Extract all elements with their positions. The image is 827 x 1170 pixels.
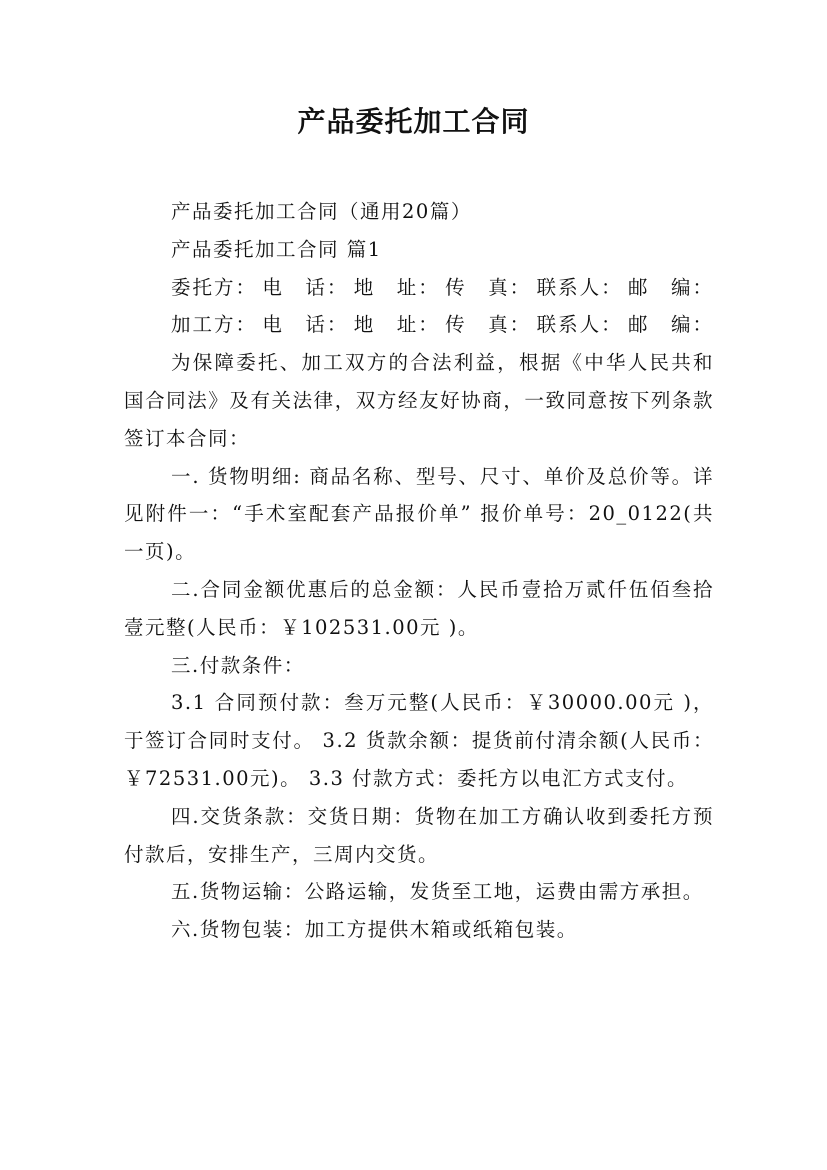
clause-3-payment-terms: 三.付款条件： bbox=[171, 653, 305, 677]
process-contact-label: 联系人： bbox=[536, 313, 623, 337]
preamble-paragraph: 为保障委托、加工双方的合法利益，根据《中华人民共和国合同法》及有关法律，双方经友好协商，一致同意按下列条款签订本合同： bbox=[124, 351, 714, 450]
document-title: 产品委托加工合同 bbox=[297, 105, 530, 138]
entrust-address-label: 地 址： bbox=[353, 275, 440, 299]
entrust-contact-label: 联系人： bbox=[536, 275, 623, 299]
process-postcode-label: 邮 编： bbox=[627, 313, 714, 337]
clause-6-packaging: 六.货物包装：加工方提供木箱或纸箱包装。 bbox=[171, 918, 578, 942]
process-phone-label: 电 话： bbox=[262, 313, 349, 337]
clause-2-contract-amount: 二.合同金额优惠后的总金额：人民币壹拾万贰仟伍佰叁拾壹元整(人民币：￥102531.00元 )。 bbox=[124, 577, 714, 639]
clause-1-goods-details: 一. 货物明细: 商品名称、型号、尺寸、单价及总价等。详见附件一：“手术室配套产品报价单” 报价单号：20_0122(共一页)。 bbox=[124, 464, 714, 564]
document-body bbox=[124, 193, 714, 949]
entrust-phone-label: 电 话： bbox=[262, 275, 349, 299]
clause-3-payment-details: 3.1 合同预付款：叁万元整(人民币：￥30000.00元 )，于签订合同时支付。 3.2 货款余额：提货前付清余额(人民币：￥72531.00元)。 3.3 付款方式：委托方以电汇方式支付。 bbox=[124, 691, 714, 790]
entrust-party-label: 委托方： bbox=[171, 275, 258, 299]
process-party-label: 加工方： bbox=[171, 313, 258, 337]
process-party-row bbox=[124, 306, 714, 344]
subtitle-paragraph: 产品委托加工合同（通用20篇） bbox=[171, 200, 472, 223]
entrust-fax-label: 传 真： bbox=[445, 275, 532, 299]
entrust-party-row bbox=[124, 269, 714, 307]
clause-4-delivery-terms: 四.交货条款：交货日期：货物在加工方确认收到委托方预付款后，安排生产，三周内交货。 bbox=[124, 804, 714, 866]
entrust-postcode-label: 邮 编： bbox=[627, 275, 714, 299]
article-heading: 产品委托加工合同 篇1 bbox=[171, 237, 382, 261]
process-fax-label: 传 真： bbox=[445, 313, 532, 337]
clause-5-transport: 五.货物运输：公路运输，发货至工地，运费由需方承担。 bbox=[171, 880, 704, 904]
process-address-label: 地 址： bbox=[353, 313, 440, 337]
